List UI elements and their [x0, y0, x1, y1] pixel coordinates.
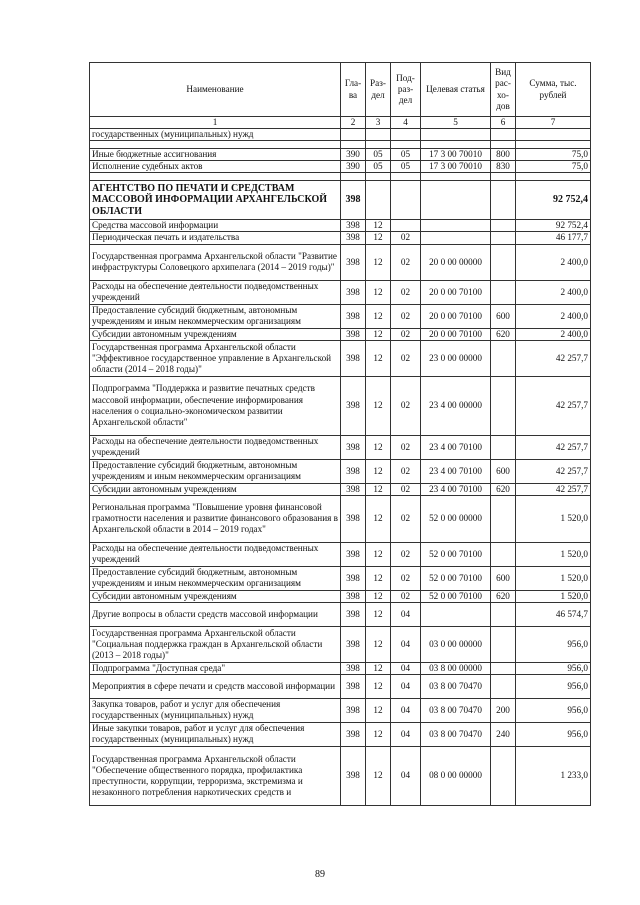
cell-sum: 2 400,0 — [516, 304, 591, 328]
cell-name: Субсидии автономным учреждениям — [90, 483, 341, 495]
cell-target — [421, 232, 491, 244]
cell-ch: 398 — [341, 662, 366, 674]
cell-name: Расходы на обеспечение деятельности подведомственных учреждений — [90, 280, 341, 304]
cell-vr — [491, 280, 516, 304]
cell-target: 03 8 00 70470 — [421, 698, 491, 722]
cell-sec: 12 — [366, 674, 391, 698]
cell-sum: 1 520,0 — [516, 566, 591, 590]
cell-sec: 12 — [366, 495, 391, 542]
cell-vr — [491, 435, 516, 459]
cell-vr — [491, 602, 516, 626]
table-row — [90, 328, 591, 340]
cell-ch — [341, 129, 366, 141]
cell-ch: 398 — [341, 232, 366, 244]
cell-sum: 42 257,7 — [516, 459, 591, 483]
cell-name — [90, 173, 341, 181]
cell-vr: 620 — [491, 328, 516, 340]
cell-target: 23 4 00 70100 — [421, 435, 491, 459]
cell-sec — [366, 173, 391, 181]
table-row — [90, 220, 591, 232]
budget-table — [89, 62, 591, 806]
column-number: 3 — [366, 117, 391, 129]
cell-name: Подпрограмма "Доступная среда" — [90, 662, 341, 674]
cell-vr — [491, 495, 516, 542]
table-row — [90, 698, 591, 722]
cell-sum: 92 752,4 — [516, 181, 591, 220]
cell-sec: 05 — [366, 161, 391, 173]
cell-sum: 1 520,0 — [516, 542, 591, 566]
cell-vr — [491, 662, 516, 674]
cell-sub: 02 — [391, 280, 421, 304]
table-row — [90, 435, 591, 459]
cell-sec: 12 — [366, 328, 391, 340]
cell-sec: 12 — [366, 542, 391, 566]
cell-ch: 398 — [341, 602, 366, 626]
cell-sub: 02 — [391, 483, 421, 495]
table-row — [90, 181, 591, 220]
header-amount: Сумма, тыс. рублей — [516, 63, 591, 117]
column-number: 2 — [341, 117, 366, 129]
cell-target: 17 3 00 70010 — [421, 161, 491, 173]
cell-name: Предоставление субсидий бюджетным, автономным учреждениям и иным некоммерческим организациям — [90, 459, 341, 483]
cell-sec — [366, 181, 391, 220]
cell-vr: 600 — [491, 566, 516, 590]
cell-name: Региональная программа "Повышение уровня финансовой грамотности населения и развитие финансового образования в Архангельской области в 2014 – 2019 годах" — [90, 495, 341, 542]
cell-sec: 12 — [366, 698, 391, 722]
cell-name: Иные бюджетные ассигнования — [90, 149, 341, 161]
cell-name: Предоставление субсидий бюджетным, автономным учреждениям и иным некоммерческим организациям — [90, 304, 341, 328]
cell-target: 20 0 00 00000 — [421, 244, 491, 280]
cell-ch: 390 — [341, 161, 366, 173]
cell-vr — [491, 232, 516, 244]
cell-sec: 12 — [366, 662, 391, 674]
cell-ch: 398 — [341, 220, 366, 232]
cell-sub: 04 — [391, 746, 421, 805]
table-row — [90, 662, 591, 674]
cell-sum: 1 233,0 — [516, 746, 591, 805]
cell-vr — [491, 626, 516, 662]
cell-target: 23 0 00 00000 — [421, 340, 491, 376]
cell-sub: 02 — [391, 244, 421, 280]
column-number: 4 — [391, 117, 421, 129]
cell-name: Расходы на обеспечение деятельности подведомственных учреждений — [90, 542, 341, 566]
cell-sub: 04 — [391, 662, 421, 674]
cell-vr — [491, 376, 516, 435]
cell-sum: 42 257,7 — [516, 340, 591, 376]
cell-name: Субсидии автономным учреждениям — [90, 590, 341, 602]
cell-target — [421, 220, 491, 232]
cell-sub: 02 — [391, 232, 421, 244]
cell-sec: 12 — [366, 483, 391, 495]
table-row — [90, 244, 591, 280]
header-name: Наименование — [90, 63, 341, 117]
cell-ch: 398 — [341, 566, 366, 590]
cell-sub — [391, 220, 421, 232]
cell-vr — [491, 244, 516, 280]
cell-vr: 800 — [491, 149, 516, 161]
cell-target: 03 8 00 70470 — [421, 722, 491, 746]
cell-target: 52 0 00 70100 — [421, 566, 491, 590]
cell-ch: 398 — [341, 722, 366, 746]
cell-name: Средства массовой информации — [90, 220, 341, 232]
cell-target — [421, 602, 491, 626]
cell-sum: 2 400,0 — [516, 280, 591, 304]
cell-target: 17 3 00 70010 — [421, 149, 491, 161]
cell-name: Иные закупки товаров, работ и услуг для обеспечения государственных (муниципальных) нужд — [90, 722, 341, 746]
cell-sum: 1 520,0 — [516, 495, 591, 542]
cell-vr: 830 — [491, 161, 516, 173]
cell-name: Расходы на обеспечение деятельности подведомственных учреждений — [90, 435, 341, 459]
cell-sum: 42 257,7 — [516, 435, 591, 459]
cell-vr: 200 — [491, 698, 516, 722]
cell-sec: 12 — [366, 722, 391, 746]
cell-ch: 398 — [341, 328, 366, 340]
cell-vr — [491, 674, 516, 698]
cell-ch: 398 — [341, 542, 366, 566]
cell-target: 20 0 00 70100 — [421, 328, 491, 340]
table-row — [90, 483, 591, 495]
cell-name: Предоставление субсидий бюджетным, автономным учреждениям и иным некоммерческим организациям — [90, 566, 341, 590]
cell-ch: 398 — [341, 435, 366, 459]
cell-sub — [391, 173, 421, 181]
cell-sum: 2 400,0 — [516, 328, 591, 340]
header-expense-type: Вид рас-хо-дов — [491, 63, 516, 117]
table-row — [90, 161, 591, 173]
cell-sub: 04 — [391, 674, 421, 698]
cell-sec — [366, 141, 391, 149]
cell-ch: 398 — [341, 626, 366, 662]
column-number-row — [90, 117, 591, 129]
cell-vr — [491, 746, 516, 805]
cell-sec: 12 — [366, 590, 391, 602]
cell-sub: 02 — [391, 590, 421, 602]
cell-sum: 75,0 — [516, 161, 591, 173]
cell-sub: 02 — [391, 566, 421, 590]
cell-name — [90, 141, 341, 149]
cell-name: Государственная программа Архангельской области "Обеспечение общественного порядка, профилактика преступности, коррупции, терроризма, экстремизма и незаконного потребления наркотических средств и — [90, 746, 341, 805]
table-row — [90, 232, 591, 244]
cell-sub: 05 — [391, 149, 421, 161]
cell-ch: 398 — [341, 483, 366, 495]
cell-sec: 12 — [366, 435, 391, 459]
header-row — [90, 63, 591, 117]
table-row — [90, 495, 591, 542]
cell-sum: 2 400,0 — [516, 244, 591, 280]
cell-sec: 12 — [366, 602, 391, 626]
cell-target: 23 4 00 00000 — [421, 376, 491, 435]
cell-name: Мероприятия в сфере печати и средств массовой информации — [90, 674, 341, 698]
cell-sec: 12 — [366, 340, 391, 376]
table-row — [90, 722, 591, 746]
cell-ch: 398 — [341, 304, 366, 328]
table-row — [90, 173, 591, 181]
cell-sub: 02 — [391, 328, 421, 340]
cell-name: Исполнение судебных актов — [90, 161, 341, 173]
cell-ch: 390 — [341, 149, 366, 161]
cell-sum: 46 177,7 — [516, 232, 591, 244]
cell-sub: 02 — [391, 459, 421, 483]
cell-name: АГЕНТСТВО ПО ПЕЧАТИ И СРЕДСТВАМ МАССОВОЙ ИНФОРМАЦИИ АРХАНГЕЛЬСКОЙ ОБЛАСТИ — [90, 181, 341, 220]
cell-vr — [491, 129, 516, 141]
cell-sum: 956,0 — [516, 698, 591, 722]
cell-name: Периодическая печать и издательства — [90, 232, 341, 244]
cell-sub: 02 — [391, 304, 421, 328]
cell-target: 03 0 00 00000 — [421, 626, 491, 662]
cell-target: 03 8 00 00000 — [421, 662, 491, 674]
cell-name: Подпрограмма "Поддержка и развитие печатных средств массовой информации, обеспечение информирования населения о социально-экономическом развитии Архангельской области" — [90, 376, 341, 435]
table-row — [90, 376, 591, 435]
cell-name: Закупка товаров, работ и услуг для обеспечения государственных (муниципальных) нужд — [90, 698, 341, 722]
cell-sum — [516, 141, 591, 149]
cell-sum: 42 257,7 — [516, 483, 591, 495]
cell-sec: 12 — [366, 376, 391, 435]
cell-sum: 42 257,7 — [516, 376, 591, 435]
cell-target — [421, 181, 491, 220]
cell-sec: 12 — [366, 566, 391, 590]
cell-sec: 05 — [366, 149, 391, 161]
cell-vr — [491, 181, 516, 220]
cell-sub: 02 — [391, 376, 421, 435]
cell-sec: 12 — [366, 280, 391, 304]
cell-sub: 02 — [391, 495, 421, 542]
table-row — [90, 149, 591, 161]
cell-target: 52 0 00 00000 — [421, 495, 491, 542]
cell-ch: 398 — [341, 181, 366, 220]
cell-vr: 240 — [491, 722, 516, 746]
header-section: Раз-дел — [366, 63, 391, 117]
table-row — [90, 566, 591, 590]
table-row — [90, 459, 591, 483]
cell-vr: 600 — [491, 459, 516, 483]
column-number: 7 — [516, 117, 591, 129]
cell-ch: 398 — [341, 340, 366, 376]
cell-sec: 12 — [366, 244, 391, 280]
cell-sum: 956,0 — [516, 662, 591, 674]
cell-sub: 04 — [391, 626, 421, 662]
cell-vr — [491, 340, 516, 376]
table-row — [90, 129, 591, 141]
cell-sec: 12 — [366, 220, 391, 232]
cell-sub: 02 — [391, 340, 421, 376]
cell-sec: 12 — [366, 459, 391, 483]
cell-sub: 04 — [391, 602, 421, 626]
cell-sum: 1 520,0 — [516, 590, 591, 602]
table-row — [90, 280, 591, 304]
cell-sec: 12 — [366, 304, 391, 328]
cell-sum — [516, 173, 591, 181]
cell-sub — [391, 141, 421, 149]
cell-target — [421, 129, 491, 141]
table-row — [90, 304, 591, 328]
cell-ch: 398 — [341, 590, 366, 602]
table-row — [90, 746, 591, 805]
cell-target: 03 8 00 70470 — [421, 674, 491, 698]
cell-target — [421, 141, 491, 149]
cell-vr — [491, 220, 516, 232]
cell-sec: 12 — [366, 232, 391, 244]
cell-target: 20 0 00 70100 — [421, 280, 491, 304]
cell-sec — [366, 129, 391, 141]
cell-sum: 46 574,7 — [516, 602, 591, 626]
cell-ch: 398 — [341, 746, 366, 805]
cell-sub: 04 — [391, 698, 421, 722]
cell-target: 08 0 00 00000 — [421, 746, 491, 805]
cell-sum: 92 752,4 — [516, 220, 591, 232]
cell-sum: 956,0 — [516, 626, 591, 662]
cell-target: 52 0 00 70100 — [421, 590, 491, 602]
cell-ch — [341, 173, 366, 181]
cell-target: 23 4 00 70100 — [421, 459, 491, 483]
cell-name: Государственная программа Архангельской области "Развитие инфраструктуры Соловецкого архипелага (2014 – 2019 годы)" — [90, 244, 341, 280]
cell-sum: 956,0 — [516, 674, 591, 698]
table-row — [90, 626, 591, 662]
cell-vr: 620 — [491, 483, 516, 495]
header-target: Целевая статья — [421, 63, 491, 117]
cell-sub — [391, 181, 421, 220]
cell-ch: 398 — [341, 459, 366, 483]
cell-sec: 12 — [366, 626, 391, 662]
cell-sub: 04 — [391, 722, 421, 746]
column-number: 6 — [491, 117, 516, 129]
cell-vr: 600 — [491, 304, 516, 328]
cell-sub: 02 — [391, 435, 421, 459]
table-row — [90, 674, 591, 698]
header-subsection: Под-раз-дел — [391, 63, 421, 117]
cell-sub — [391, 129, 421, 141]
cell-name: Государственная программа Архангельской области "Эффективное государственное управление в Архангельской области (2014 – 2018 годы)" — [90, 340, 341, 376]
cell-vr — [491, 141, 516, 149]
cell-sum: 956,0 — [516, 722, 591, 746]
header-chapter: Гла-ва — [341, 63, 366, 117]
cell-ch: 398 — [341, 495, 366, 542]
table-row — [90, 542, 591, 566]
cell-target: 20 0 00 70100 — [421, 304, 491, 328]
table-row — [90, 141, 591, 149]
cell-vr — [491, 542, 516, 566]
column-number: 1 — [90, 117, 341, 129]
cell-name: Государственная программа Архангельской области "Социальная поддержка граждан в Архангельской области (2013 – 2018 годы)" — [90, 626, 341, 662]
cell-sum — [516, 129, 591, 141]
cell-sub: 05 — [391, 161, 421, 173]
cell-ch: 398 — [341, 244, 366, 280]
cell-target — [421, 173, 491, 181]
cell-target: 23 4 00 70100 — [421, 483, 491, 495]
cell-sum: 75,0 — [516, 149, 591, 161]
cell-name: Субсидии автономным учреждениям — [90, 328, 341, 340]
cell-sec: 12 — [366, 746, 391, 805]
cell-target: 52 0 00 70100 — [421, 542, 491, 566]
column-number: 5 — [421, 117, 491, 129]
cell-name: государственных (муниципальных) нужд — [90, 129, 341, 141]
table-row — [90, 340, 591, 376]
page-number: 89 — [315, 869, 325, 880]
cell-ch — [341, 141, 366, 149]
table-row — [90, 590, 591, 602]
cell-vr — [491, 173, 516, 181]
cell-name: Другие вопросы в области средств массовой информации — [90, 602, 341, 626]
table-row — [90, 602, 591, 626]
cell-ch: 398 — [341, 698, 366, 722]
cell-vr: 620 — [491, 590, 516, 602]
cell-ch: 398 — [341, 674, 366, 698]
cell-ch: 398 — [341, 376, 366, 435]
cell-ch: 398 — [341, 280, 366, 304]
cell-sub: 02 — [391, 542, 421, 566]
